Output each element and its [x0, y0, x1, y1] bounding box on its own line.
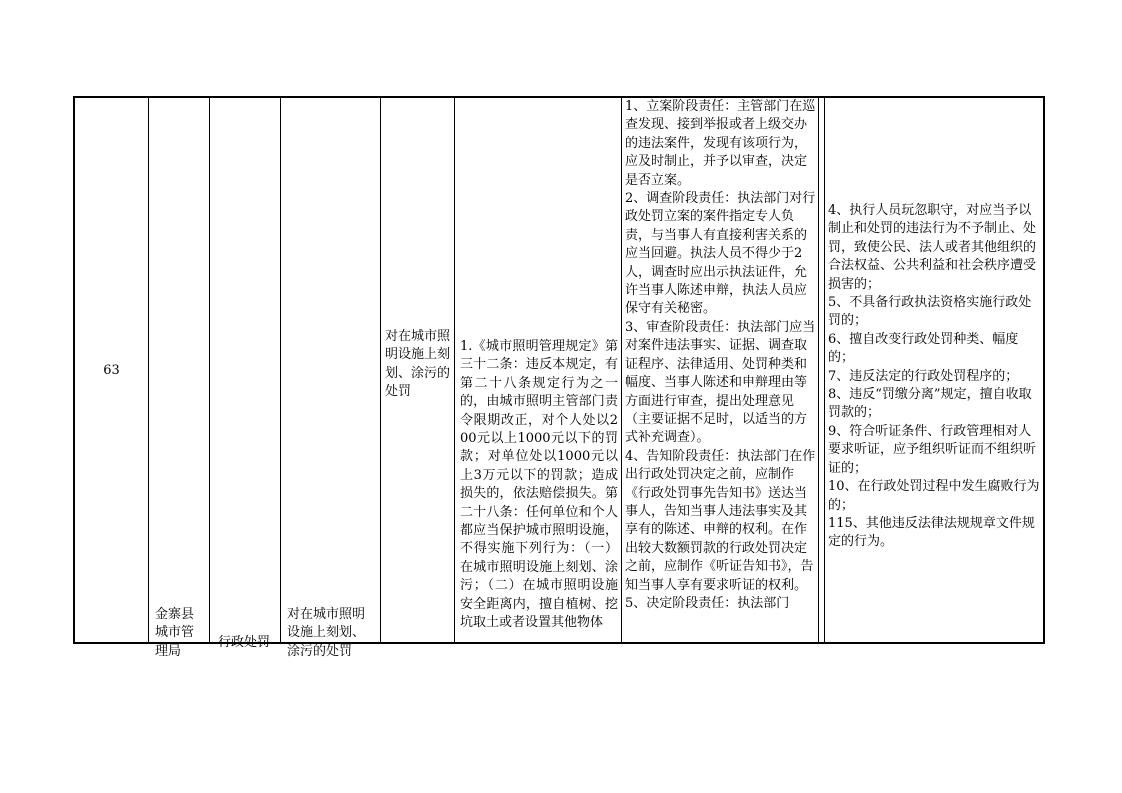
accountability-text: 4、执行人员玩忽职守，对应当予以制止和处罚的违法行为不予制止、处罚，致使公民、法人或者其他组织的合法权益、公共利益和社会秩序遭受损害的； 5、不具备行政执法资格实施行政处罚的； 6、擅自改变行政处罚种类、幅度的； 7、违反法定的行政处罚程序的； 8、违反“罚缴分离”规定，擅自收取罚款的； 9、符合听证条件、行政管理相对人要求听证，应予组织听证而不组织听证的； 10、在行政处罚过程中发生腐败行为的； 115、其他违反法律法规规章文件规定的行为。: [828, 203, 1040, 550]
power-list-table: [73, 96, 1045, 659]
legal-basis-text: 1.《城市照明管理规定》第三十二条：违反本规定，有第二十八条规定行为之一的，由城市照明主管部门责令限期改正，对个人处以200元以上1000元以下的罚款；对单位处以1000元以上3万元以下的罚款；造成损失的，依法赔偿损失。第二十八条：任何单位和个人都应当保护城市照明设施，不得实施下列行为：（一）在城市照明设施上刻划、涂污；（二）在城市照明设施安全距离内，擅自植树、挖坑取土或者设置其他物体: [460, 339, 618, 631]
serial-number: 63: [103, 363, 120, 378]
sub-item-name: 对在城市照明设施上刻划、涂污的处罚: [385, 329, 451, 400]
accountability-cell: [824, 98, 1043, 642]
power-item-cell: [280, 98, 380, 659]
legal-basis-cell: [454, 98, 621, 642]
department-cell: [148, 98, 209, 659]
responsibility-text: 1、立案阶段责任：主管部门在巡查发现、接到举报或者上级交办的违法案件，发现有该项行为，应及时制止，并予以审查，决定是否立案。 2、调查阶段责任：执法部门对行政处罚立案的案件指定专人负责，与当事人有直接利害关系的应当回避。执法人员不得少于2人，调查时应出示执法证件，允许当事人陈述申辩，执法人员应保守有关秘密。 3、审查阶段责任：执法部门应当对案件违法事实、证据、调查取证程序、法律适用、处罚种类和幅度、当事人陈述和申辩理由等方面进行审查，提出处理意见（主要证据不足时，以适当的方式补充调查）。 4、告知阶段责任：执法部门在作出行政处罚决定之前，应制作《行政处罚事先告知书》送达当事人，告知当事人违法事实及其享有的陈述、申辩的权利。在作出较大数额罚款的行政处罚决定之前，应制作《听证告知书》，告知当事人享有要求听证的权利。 5、决定阶段责任：执法部门: [625, 99, 816, 611]
responsibility-cell: [621, 98, 818, 642]
power-item-name: 对在城市照明设施上刻划、涂污的处罚: [287, 607, 366, 659]
serial-number-cell: [75, 98, 148, 642]
power-type: 行政处罚: [218, 635, 271, 650]
power-type-cell: [209, 98, 280, 650]
sub-item-cell: [380, 98, 454, 642]
department-name: 金寨县城市管理局: [155, 607, 195, 659]
